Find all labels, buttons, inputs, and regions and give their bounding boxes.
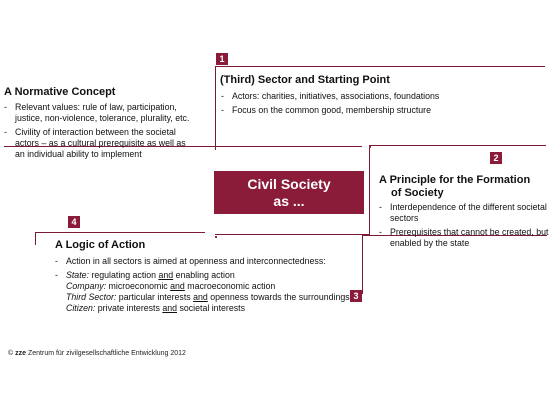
company-line [66,281,355,292]
state-text: regulating action [89,270,159,280]
list-item-text: Action in all sectors is aimed at openness and interconnectedness: [66,256,326,266]
section-4-list [55,256,355,317]
normative-title: A Normative Concept [4,86,116,98]
center-subtitle: as ... [273,193,305,209]
company-and: and [170,281,185,291]
list-item-text: Relevant values: rule of law, participation, justice, non-violence, tolerance, plurality, etc. [15,102,190,123]
state-and: and [158,270,174,280]
list-item-text: Interdependence of the different societal sectors [390,202,547,223]
list-item: - State: regulating action and enabling action Company: microeconomic and macroeconomic action Third Sector: particular interests and openness towards the surroundings Citizen: private interests and societal interests [55,270,355,314]
number-badge-3: 3 [350,290,362,302]
section-2-title [379,174,530,200]
company-text: microeconomic [106,281,171,291]
divider-right [369,145,546,146]
list-item: - Action in all sectors is aimed at openness and interconnectedness: [55,256,326,266]
list-item: - Civility of interaction between the societal actors – as a cultural prerequisite as well as an individual ability to implement [4,127,186,159]
section-1-title: (Third) Sector and Starting Point [220,74,390,86]
footer-org-short: zze [15,350,27,357]
list-item-text: Focus on the common good, membership structure [232,105,431,115]
section-2-list [379,202,549,252]
state-line [66,270,355,281]
citizen-line [66,303,355,314]
list-item: - Actors: charities, initiatives, associations, foundations [221,91,440,101]
decor-dot [369,146,371,148]
third-sector-and: and [193,292,208,302]
center-box [214,171,364,214]
divider-bottom-left [35,232,205,233]
divider-bottom-left-vertical [35,232,36,245]
number-badge-2: 2 [490,152,502,164]
copyright-symbol: © [8,350,14,357]
divider-top [215,66,545,67]
citizen-text: private interests [95,303,163,313]
divider-right-vertical [369,146,370,236]
list-item: - Prerequisites that cannot be created, but enabled by the state [379,227,549,248]
third-sector-text-2: openness towards the surroundings [207,292,350,302]
normative-list [4,102,192,163]
list-item-text: Civility of interaction between the societal actors – as a cultural prerequisite as well as an individual ability to implement [15,127,186,159]
company-text-2: macroeconomic action [184,281,276,291]
section-2-title-line1: A Principle for the Formation [379,174,531,186]
center-title: Civil Society [247,176,331,192]
citizen-text-2: societal interests [177,303,245,313]
citizen-and: and [162,303,178,313]
third-sector-label: Third Sector: [66,292,117,302]
number-badge-4: 4 [68,216,80,228]
list-item: - Focus on the common good, membership structure [221,105,431,115]
decor-dot [215,236,217,238]
section-2-title-line2: of Society [391,187,444,199]
section-4-title: A Logic of Action [55,239,146,251]
footer [8,350,186,357]
state-label: State: [66,270,89,280]
divider-middle [215,234,370,235]
list-item: - Interdependence of the different societal sectors [379,202,547,223]
list-item: - Relevant values: rule of law, participation, justice, non-violence, tolerance, plurality, etc. [4,102,190,123]
divider-top-left-vertical [215,66,216,150]
list-item-text: Prerequisites that cannot be created, but enabled by the state [390,227,549,248]
third-sector-line [66,292,355,303]
citizen-label: Citizen: [66,303,96,313]
number-badge-1: 1 [216,53,228,65]
list-item-text: Actors: charities, initiatives, associations, foundations [232,91,440,101]
company-label: Company: [66,281,107,291]
section-1-list [221,91,541,119]
third-sector-text: particular interests [116,292,194,302]
state-text-2: enabling action [173,270,235,280]
footer-org-full: Zentrum für zivilgesellschaftliche Entwicklung 2012 [27,350,186,357]
divider-bottom-right-vertical [362,234,363,294]
